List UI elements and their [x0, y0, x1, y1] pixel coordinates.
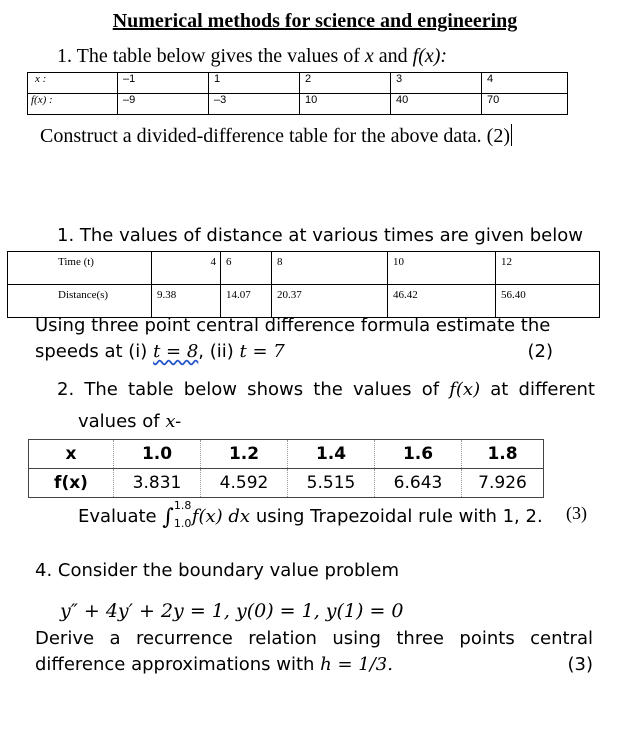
q4-line2-part: difference approximations with [35, 654, 321, 675]
question-3-text-line-2 [78, 411, 181, 432]
table-row [28, 73, 568, 94]
text-cursor [511, 124, 512, 146]
table-row [29, 469, 544, 498]
distance-time-table [7, 251, 600, 318]
table-row [8, 285, 600, 318]
table-cell: 1.4 [288, 440, 375, 469]
table-cell: 1.6 [375, 440, 462, 469]
question-4-title: 4. Consider the boundary value problem [35, 560, 399, 581]
q3-line2-part: values of [78, 411, 166, 432]
integral-sign: ∫ [162, 505, 174, 530]
table-cell: 12 [496, 252, 600, 285]
q2-t-equals-7: t = 7 [239, 341, 285, 362]
q3-line1-part: 2. The table below shows the values of [57, 379, 450, 400]
table-cell: 4 [482, 73, 568, 94]
document-title: Numerical methods for science and engineering [112, 10, 518, 32]
table-cell: –1 [118, 73, 209, 94]
question-2-text-line-2 [35, 341, 553, 362]
q1-prompt-x: x [364, 45, 374, 67]
q3-eval-word: Evaluate [78, 506, 163, 527]
table-row [28, 94, 568, 115]
table-cell: 3 [391, 73, 482, 94]
q1-prompt-and: and [378, 45, 408, 67]
table-cell: 56.40 [496, 285, 600, 318]
table-cell: 9.38 [152, 285, 221, 318]
boundary-value-equation: y″ + 4y′ + 2y = 1, y(0) = 1, y(1) = 0 [60, 600, 404, 622]
table-cell: 70 [482, 94, 568, 115]
table-cell: 6 [221, 252, 272, 285]
question-3-text-line-1 [57, 379, 595, 400]
table-cell: 6.643 [375, 469, 462, 498]
question-1-task[interactable] [40, 124, 512, 148]
integral-upper-limit: 1.8 [173, 499, 192, 512]
table-cell: –9 [118, 94, 209, 115]
table-cell: 46.42 [388, 285, 496, 318]
divided-difference-data-table [27, 72, 568, 115]
q3-line1-part: at different [480, 379, 595, 400]
table-cell: 1.0 [114, 440, 201, 469]
question-1-prompt [57, 45, 447, 68]
table-cell: 1 [209, 73, 300, 94]
table-cell: 7.926 [462, 469, 544, 498]
question-4-text-line-2 [35, 654, 593, 675]
question-2-text-line-1: Using three point central difference formula estimate the [35, 315, 551, 336]
x-row-label: x : [28, 73, 118, 94]
table-cell: 1.8 [462, 440, 544, 469]
q3-x: x- [165, 411, 182, 432]
integral-lower-limit: 1.0 [173, 517, 192, 530]
table-cell: 2 [300, 73, 391, 94]
fx-row-label: f(x) : [28, 94, 118, 115]
x-header: x [29, 440, 114, 469]
question-2-marks: (2) [527, 341, 553, 362]
time-row-label: Time (t) [8, 252, 152, 285]
question-3-marks: (3) [566, 503, 587, 523]
table-cell: 1.2 [201, 440, 288, 469]
table-cell: 20.37 [272, 285, 388, 318]
table-cell: 10 [388, 252, 496, 285]
q2-line2-part: speeds at (i) [35, 341, 154, 362]
question-4-text-line-1: Derive a recurrence relation using three points central [35, 628, 593, 649]
table-cell: 4.592 [201, 469, 288, 498]
table-cell: 14.07 [221, 285, 272, 318]
q3-fx: f(x) [449, 379, 481, 400]
q4-step-size: h = 1/3. [320, 654, 393, 675]
table-row [8, 252, 600, 285]
q3-eval-rest: using Trapezoidal rule with 1, 2. [250, 506, 543, 527]
table-cell: 3.831 [114, 469, 201, 498]
trapezoidal-data-table [28, 439, 544, 498]
q2-t-equals-8: t = 8 [153, 341, 199, 362]
integrand: f(x) dx [191, 506, 251, 527]
q1-prompt-fx: f(x): [412, 45, 448, 67]
question-2-prompt: 1. The values of distance at various times are given below [57, 225, 583, 246]
table-cell: 4 [152, 252, 221, 285]
distance-row-label: Distance(s) [8, 285, 152, 318]
table-cell: –3 [209, 94, 300, 115]
integral-limits [173, 499, 192, 530]
table-cell: 5.515 [288, 469, 375, 498]
fx-header: f(x) [29, 469, 114, 498]
question-3-evaluate [78, 499, 543, 530]
q1-task-text: Construct a divided-difference table for the above data. (2) [40, 125, 510, 147]
table-row [29, 440, 544, 469]
question-4-marks: (3) [567, 654, 593, 675]
q2-line2-part: , (ii) [198, 341, 240, 362]
table-cell: 10 [300, 94, 391, 115]
q1-prompt-text: 1. The table below gives the values of [57, 45, 360, 67]
table-cell: 8 [272, 252, 388, 285]
table-cell: 40 [391, 94, 482, 115]
